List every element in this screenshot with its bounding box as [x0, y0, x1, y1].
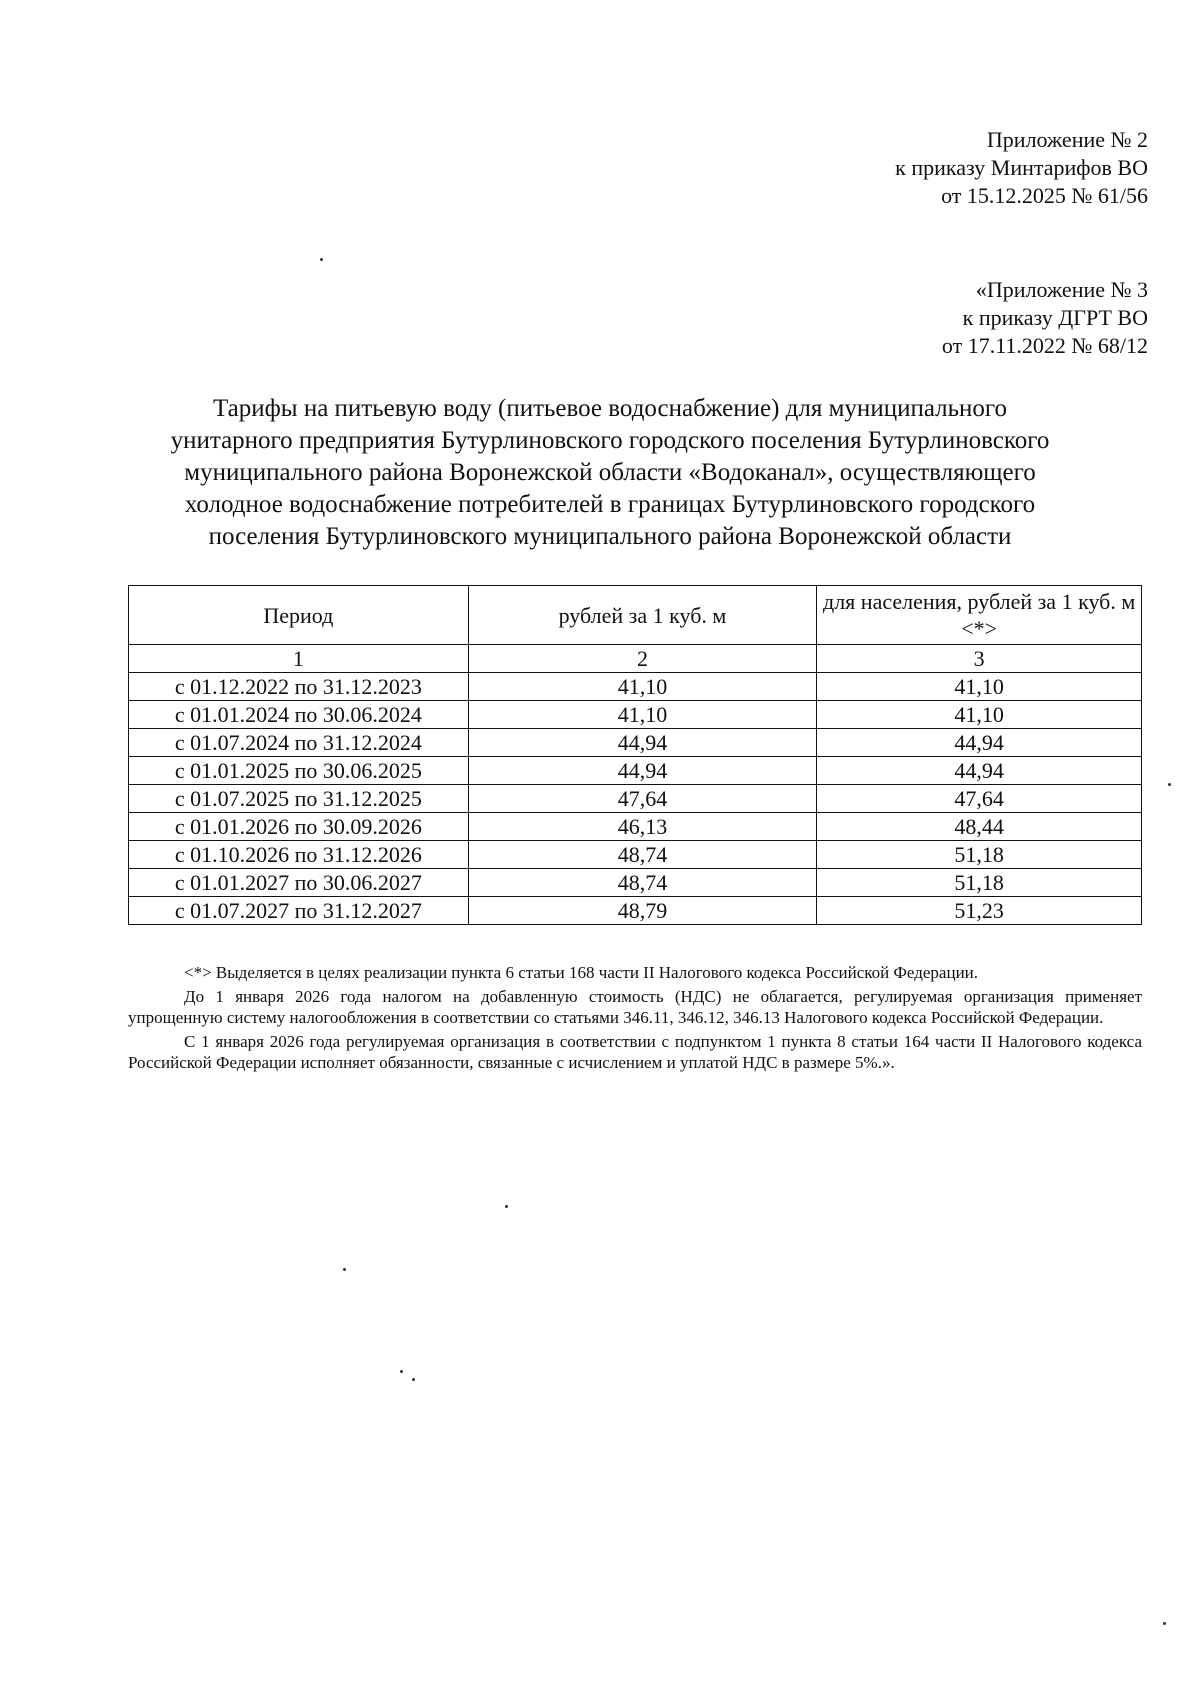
- rate-cell: 48,74: [468, 841, 817, 869]
- title-line: муниципального района Воронежской области «Водоканал», осуществляющего: [184, 459, 1036, 486]
- document-title: [110, 393, 1110, 553]
- scan-speck: [1168, 783, 1171, 786]
- appendix-order-ref: к приказу ДГРТ ВО: [962, 305, 1148, 330]
- population-rate-cell: 51,18: [817, 841, 1142, 869]
- title-line: холодное водоснабжение потребителей в границах Бутурлиновского городского: [184, 491, 1036, 518]
- header-rate: рублей за 1 куб. м: [468, 586, 817, 645]
- tariff-table: [128, 585, 1142, 925]
- vat-note-before-2026: До 1 января 2026 года налогом на добавленную стоимость (НДС) не облагается, регулируемая организация применяет упрощенную систему налогообложения в соответствии со статьями 346.11, 346.12, 346.13 Налогового кодекса Российской Федерации.: [128, 987, 1142, 1027]
- rate-cell: 44,94: [468, 757, 817, 785]
- population-rate-cell: 41,10: [817, 673, 1142, 701]
- population-rate-cell: 41,10: [817, 701, 1142, 729]
- appendix-number: «Приложение № 3: [975, 277, 1148, 302]
- scan-speck: [1163, 1622, 1166, 1625]
- rate-cell: 48,79: [468, 897, 817, 925]
- rate-cell: 46,13: [468, 813, 817, 841]
- scan-speck: [412, 1378, 415, 1381]
- appendix-order-ref: к приказу Минтарифов ВО: [895, 155, 1148, 180]
- column-number: 2: [468, 645, 817, 673]
- period-cell: с 01.01.2027 по 30.06.2027: [129, 869, 469, 897]
- table-row: [129, 673, 1142, 701]
- population-rate-cell: 51,18: [817, 869, 1142, 897]
- period-cell: с 01.07.2024 по 31.12.2024: [129, 729, 469, 757]
- table-row: [129, 729, 1142, 757]
- scan-speck: [320, 258, 323, 261]
- rate-cell: 44,94: [468, 729, 817, 757]
- title-line: Тарифы на питьевую воду (питьевое водоснабжение) для муниципального: [212, 395, 1008, 422]
- table-header-row: [129, 586, 1142, 645]
- population-rate-cell: 51,23: [817, 897, 1142, 925]
- rate-cell: 41,10: [468, 701, 817, 729]
- population-rate-cell: 44,94: [817, 757, 1142, 785]
- population-rate-cell: 48,44: [817, 813, 1142, 841]
- header-period: Период: [129, 586, 469, 645]
- period-cell: с 01.07.2025 по 31.12.2025: [129, 785, 469, 813]
- population-rate-cell: 47,64: [817, 785, 1142, 813]
- notes-section: [128, 962, 1142, 1076]
- title-line: унитарного предприятия Бутурлиновского городского поселения Бутурлиновского: [170, 427, 1050, 454]
- population-rate-cell: 44,94: [817, 729, 1142, 757]
- table-row: [129, 757, 1142, 785]
- scan-speck: [505, 1205, 508, 1208]
- period-cell: с 01.12.2022 по 31.12.2023: [129, 673, 469, 701]
- column-number: 1: [129, 645, 469, 673]
- scan-speck: [400, 1370, 403, 1373]
- header-population-rate: для населения, рублей за 1 куб. м <*>: [817, 586, 1142, 645]
- title-line: поселения Бутурлиновского муниципального района Воронежской области: [208, 523, 1012, 550]
- column-number: 3: [817, 645, 1142, 673]
- appendix-header-previous: [942, 276, 1148, 360]
- table-row: [129, 869, 1142, 897]
- rate-cell: 48,74: [468, 869, 817, 897]
- table-row: [129, 897, 1142, 925]
- table-row: [129, 785, 1142, 813]
- rate-cell: 47,64: [468, 785, 817, 813]
- appendix-order-date: от 17.11.2022 № 68/12: [941, 333, 1148, 358]
- column-number-row: [129, 645, 1142, 673]
- period-cell: с 01.01.2026 по 30.09.2026: [129, 813, 469, 841]
- table-row: [129, 701, 1142, 729]
- footnote: <*> Выделяется в целях реализации пункта 6 статьи 168 части II Налогового кодекса Российской Федерации.: [184, 963, 979, 982]
- period-cell: с 01.07.2027 по 31.12.2027: [129, 897, 469, 925]
- appendix-header-current: [895, 126, 1148, 210]
- vat-note-from-2026: С 1 января 2026 года регулируемая организация в соответствии с подпунктом 1 пункта 8 статьи 164 части II Налогового кодекса Российской Федерации исполняет обязанности, связанные с исчислением и уплатой НДС в размере 5%.».: [128, 1032, 1142, 1072]
- rate-cell: 41,10: [468, 673, 817, 701]
- appendix-order-date: от 15.12.2025 № 61/56: [941, 183, 1148, 208]
- period-cell: с 01.01.2024 по 30.06.2024: [129, 701, 469, 729]
- period-cell: с 01.01.2025 по 30.06.2025: [129, 757, 469, 785]
- appendix-number: Приложение № 2: [986, 127, 1148, 152]
- period-cell: с 01.10.2026 по 31.12.2026: [129, 841, 469, 869]
- table-row: [129, 813, 1142, 841]
- table-row: [129, 841, 1142, 869]
- scan-speck: [343, 1268, 346, 1271]
